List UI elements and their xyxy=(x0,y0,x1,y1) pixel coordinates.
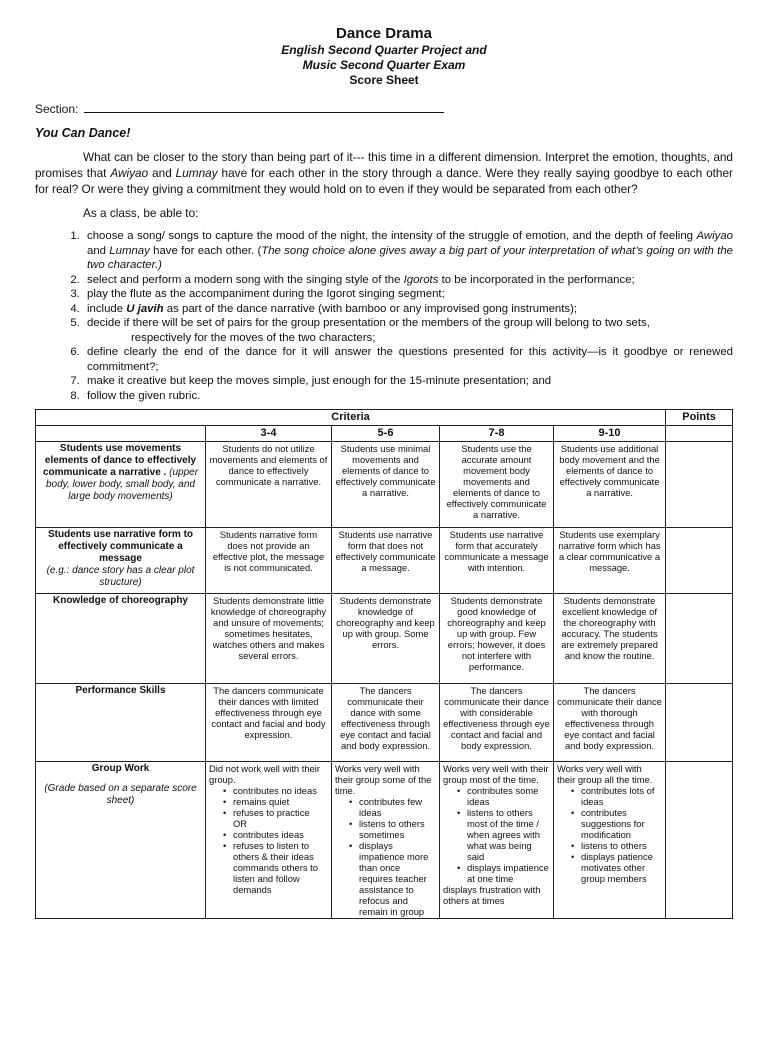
section-blank-line xyxy=(84,102,444,113)
list-item: • contributes few ideas xyxy=(349,796,436,818)
rubric-cell: Students use the accurate amount movement body movements and elements of dance to effectively communicate a narrative. xyxy=(440,442,554,528)
points-cell[interactable] xyxy=(666,442,733,528)
points-cell[interactable] xyxy=(666,528,733,594)
table-row xyxy=(36,762,733,919)
rubric-cell: Students demonstrate knowledge of choreography and keep up with group. Some errors. xyxy=(332,594,440,684)
level-header: 9-10 xyxy=(554,426,666,442)
rubric-levels-row xyxy=(36,426,733,442)
points-cell[interactable] xyxy=(666,594,733,684)
rubric-header-row xyxy=(36,410,733,426)
task-list xyxy=(35,229,733,403)
list-item: • listens to others xyxy=(571,840,662,851)
score-sheet-page xyxy=(0,25,768,1049)
list-item: • contributes some ideas xyxy=(457,785,550,807)
points-cell[interactable] xyxy=(666,762,733,919)
subtitle-line-1: English Second Quarter Project and xyxy=(281,43,487,57)
list-item: • refuses to listen to others & their ideas commands others to listen and follow demands xyxy=(223,840,328,895)
list-item: • displays impatience at one time xyxy=(457,862,550,884)
rubric-cell: Students use exemplary narrative form which has a clear communicative a message. xyxy=(554,528,666,594)
intro-heading: You Can Dance! xyxy=(35,126,131,140)
criterion-group-work: Group Work (Grade based on a separate score sheet) xyxy=(36,762,206,919)
list-item: • contributes lots of ideas xyxy=(571,785,662,807)
rubric-cell: Students do not utilize movements and elements of dance to effectively communicate a narrative. xyxy=(206,442,332,528)
rubric-cell: Students demonstrate good knowledge of choreography and keep up with group. Few errors; however, it does not interfere with performance. xyxy=(440,594,554,684)
level-header: 5-6 xyxy=(332,426,440,442)
list-item: • refuses to practice xyxy=(223,807,328,818)
points-cell[interactable] xyxy=(666,684,733,762)
rubric-cell: Students use narrative form that does not effectively communicate a message. xyxy=(332,528,440,594)
rubric-cell: Students use narrative form that accurately communicate a message with intention. xyxy=(440,528,554,594)
list-item: • remains quiet xyxy=(223,796,328,807)
level-header: 3-4 xyxy=(206,426,332,442)
table-row xyxy=(36,442,733,528)
list-item: 3. play the flute as the accompaniment during the Igorot singing segment; xyxy=(83,287,733,302)
criterion-choreography: Knowledge of choreography xyxy=(36,594,206,684)
list-item: 7. make it creative but keep the moves simple, just enough for the 15-minute presentation; and xyxy=(83,374,733,389)
subtitle-line-2: Music Second Quarter Exam xyxy=(302,58,466,72)
rubric-cell: Students demonstrate excellent knowledge of the choreography with accuracy. The students are extremely prepared and know the routine. xyxy=(554,594,666,684)
blank-header-cell xyxy=(36,426,206,442)
rubric-cell: The dancers communicate their dance with thorough effectiveness through eye contact and facial and body expression. xyxy=(554,684,666,762)
list-item: • listens to others most of the time / when agrees with what was being said xyxy=(457,807,550,862)
list-item: • displays patience motivates other group members xyxy=(571,851,662,884)
list-item: 8. follow the given rubric. xyxy=(83,389,733,404)
rubric-cell: The dancers communicate their dance with considerable effectiveness through eye contact and facial and body expression. xyxy=(440,684,554,762)
rubric-cell: Students use additional body movement and the elements of dance to effectively communicate a narrative. xyxy=(554,442,666,528)
rubric-cell: Works very well with their group all the time. • contributes lots of ideas • contributes suggestions for modification • listens to others • displays patience motivates other group members xyxy=(554,762,666,919)
score-sheet-label: Score Sheet xyxy=(349,73,419,87)
rubric-cell: Works very well with their group some of the time. • contributes few ideas • listens to others sometimes • displays impatience more than once requires teacher assistance to refocus and remain in group xyxy=(332,762,440,919)
rubric-cell: Students demonstrate little knowledge of choreography and unsure of movements; sometimes hesitates, watches others and makes several errors. xyxy=(206,594,332,684)
rubric-cell: The dancers communicate their dances with limited effectiveness through eye contact and facial and body expression. xyxy=(206,684,332,762)
blank-points-header xyxy=(666,426,733,442)
list-item: • contributes suggestions for modification xyxy=(571,807,662,840)
rubric-cell: The dancers communicate their dance with some effectiveness through eye contact and facial and body expression. xyxy=(332,684,440,762)
rubric-cell: Works very well with their group most of the time. • contributes some ideas • listens to others most of the time / when agrees with what was being said • displays impatience at one time displays frustration with others at times xyxy=(440,762,554,919)
list-item: • displays impatience more than once requires teacher assistance to refocus and remain in group xyxy=(349,840,436,917)
list-item: 6. define clearly the end of the dance for it will answer the questions presented for this activity—is it goodbye or renewed commitment?; xyxy=(83,345,733,374)
section-field xyxy=(35,102,733,117)
rubric-cell: Did not work well with their group. • contributes no ideas • remains quiet • refuses to practice OR • contributes ideas • refuses to listen to others & their ideas commands others to listen and follow demands xyxy=(206,762,332,919)
rubric-table xyxy=(35,409,733,919)
table-row xyxy=(36,684,733,762)
criteria-header: Criteria xyxy=(36,410,666,426)
list-item: 2. select and perform a modern song with the singing style of the Igorots to be incorporated in the performance; xyxy=(83,273,733,288)
list-item: • contributes no ideas xyxy=(223,785,328,796)
document-title: Dance Drama xyxy=(336,25,432,42)
list-item: • contributes ideas xyxy=(223,829,328,840)
as-class-line: As a class, be able to: xyxy=(83,206,199,220)
list-item: 5. decide if there will be set of pairs for the group presentation or the members of the group will belong to two sets, respectively for the moves of the two characters; xyxy=(83,316,733,345)
rubric-cell: Students narrative form does not provide an effective plot, the message is not communicated. xyxy=(206,528,332,594)
criterion-performance: Performance Skills xyxy=(36,684,206,762)
criterion-narrative: Students use narrative form to effectively communicate a message (e.g.: dance story has a clear plot structure) xyxy=(36,528,206,594)
points-header: Points xyxy=(666,410,733,426)
list-item: 4. include U javih as part of the dance narrative (with bamboo or any improvised gong instruments); xyxy=(83,302,733,317)
table-row xyxy=(36,528,733,594)
section-label: Section: xyxy=(35,102,79,116)
list-item: 1. choose a song/ songs to capture the mood of the night, the intensity of the struggle of emotion, and the depth of feeling Awiyao and Lumnay have for each other. (The song choice alone gives away a big part of your interpretation of what’s going on with the two character.) xyxy=(83,229,733,273)
table-row xyxy=(36,594,733,684)
rubric-cell: Students use minimal movements and elements of dance to effectively communicate a narrative. xyxy=(332,442,440,528)
intro-paragraph: What can be closer to the story than being part of it--- this time in a different dimension. Interpret the emotion, thoughts, and promises that Awiyao and Lumnay have for each other in the story through a dance. Were they really saying goodbye to each other for real? Or were they giving a commitment they would hold on to even if they would be separated from each other? xyxy=(35,150,733,196)
level-header: 7-8 xyxy=(440,426,554,442)
list-item: • listens to others sometimes xyxy=(349,818,436,840)
criterion-movement: Students use movements elements of dance to effectively communicate a narrative . (upper body, lower body, small body, and large body movements) xyxy=(36,442,206,528)
